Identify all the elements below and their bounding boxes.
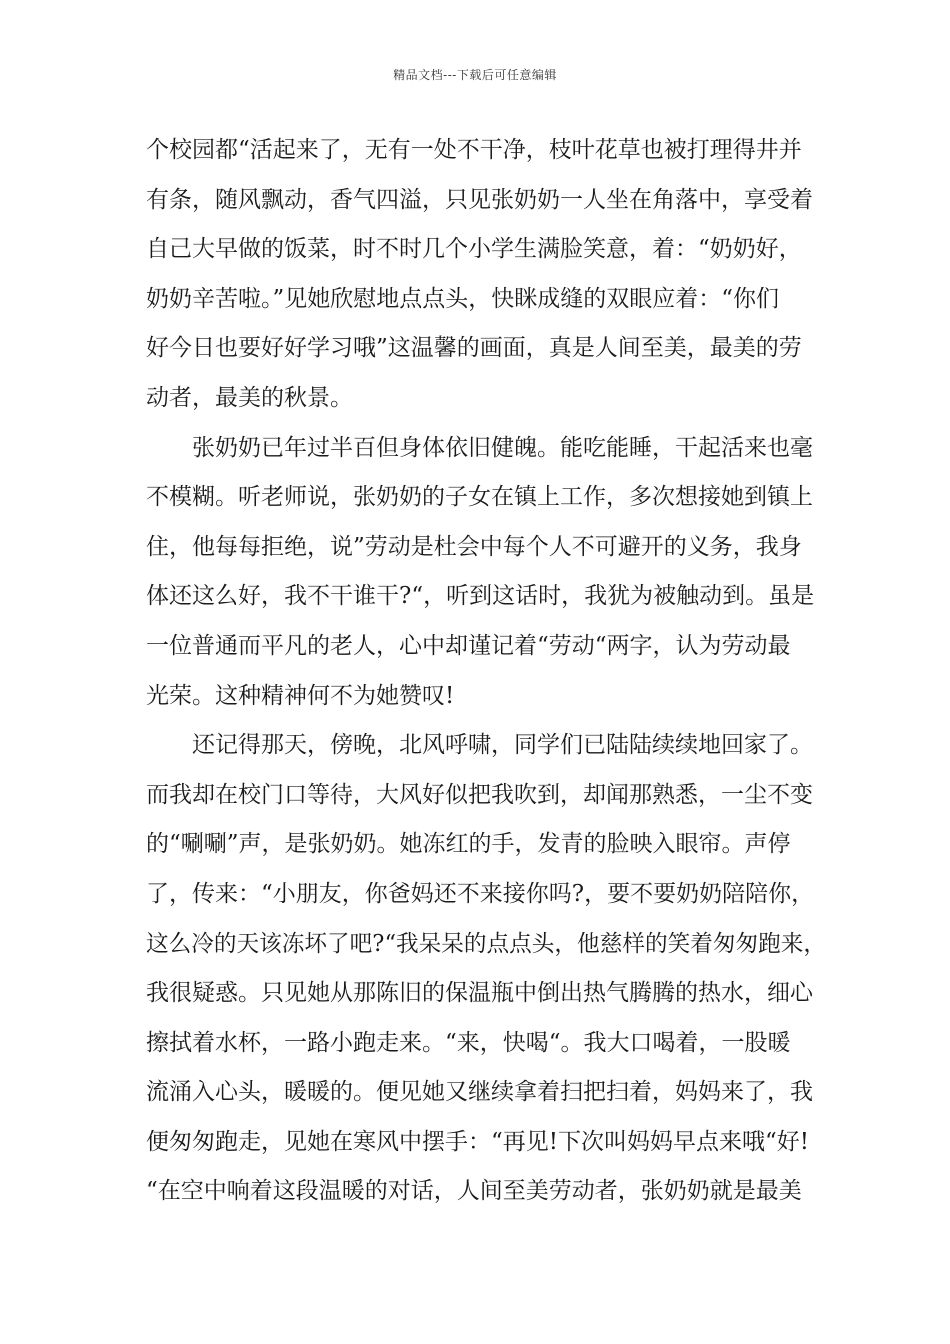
text-line: 流涌入心头，暖暖的。便见她又继续拿着扫把扫着，妈妈来了，我	[146, 1079, 813, 1106]
text-line: 好今日也要好好学习哦”这温馨的画面，真是人间至美，最美的劳	[146, 335, 802, 362]
text-line: 这么冷的天该冻坏了吧?“我呆呆的点点头，他慈样的笑着匆匆跑来，	[146, 930, 826, 957]
text-line: 住，他每每拒绝，说”劳动是杜会中每个人不可避开的义务，我身	[146, 533, 802, 560]
text-line: 便匆匆跑走，见她在寒风中摆手：“再见!下次叫妈妈早点来哦“好!	[146, 1128, 810, 1155]
text-line: 一位普通而平凡的老人，心中却谨记着“劳动“两字，认为劳动最	[146, 632, 791, 659]
text-line: 光荣。这种精神何不为她赞叹!	[146, 682, 455, 709]
text-line: 擦拭着水杯，一路小跑走来。“来，快喝“。我大口喝着，一股暖	[146, 1029, 791, 1056]
page-header: 精品文档---下载后可任意编辑	[393, 68, 557, 82]
text-line: 体还这么好，我不干谁干?“，听到这话时，我犹为被触动到。虽是	[146, 583, 815, 610]
text-line: 而我却在校门口等待，大风好似把我吹到，却闻那熟悉，一尘不变	[146, 781, 813, 808]
text-line: 奶奶辛苦啦。”见她欣慰地点点头，快眯成缝的双眼应着：“你们	[146, 285, 780, 312]
text-line: 还记得那天，傍晚，北风呼啸，同学们已陆陆续续地回家了。	[192, 732, 813, 759]
text-line: 不模糊。听老师说，张奶奶的子女在镇上工作，多次想接她到镇上	[146, 484, 813, 511]
text-line: 个校园都“活起来了，无有一处不干净，枝叶花草也被打理得井并	[146, 137, 802, 163]
text-line: 动者，最美的秋景。	[146, 384, 353, 411]
text-line: 张奶奶已年过半百但身体依旧健魄。能吃能睡，干起活来也毫	[192, 434, 813, 461]
text-line: 有条，随风飘动，香气四溢，只见张奶奶一人坐在角落中，享受着	[146, 186, 813, 213]
text-line: 了，传来：“小朋友，你爸妈还不来接你吗?，要不要奶奶陪陪你，	[146, 880, 815, 907]
text-line: “在空中响着这段温暖的对话，人间至美劳动者，张奶奶就是最美	[146, 1178, 802, 1205]
body-text	[146, 126, 826, 1217]
text-line: 我很疑惑。只见她从那陈旧的保温瓶中倒出热气腾腾的热水，细心	[146, 980, 813, 1007]
text-line: 的“唰唰”声，是张奶奶。她冻红的手，发青的脸映入眼帘。声停	[146, 831, 791, 858]
text-line: 自己大早做的饭菜，时不时几个小学生满脸笑意，着：“奶奶好，	[146, 236, 802, 263]
